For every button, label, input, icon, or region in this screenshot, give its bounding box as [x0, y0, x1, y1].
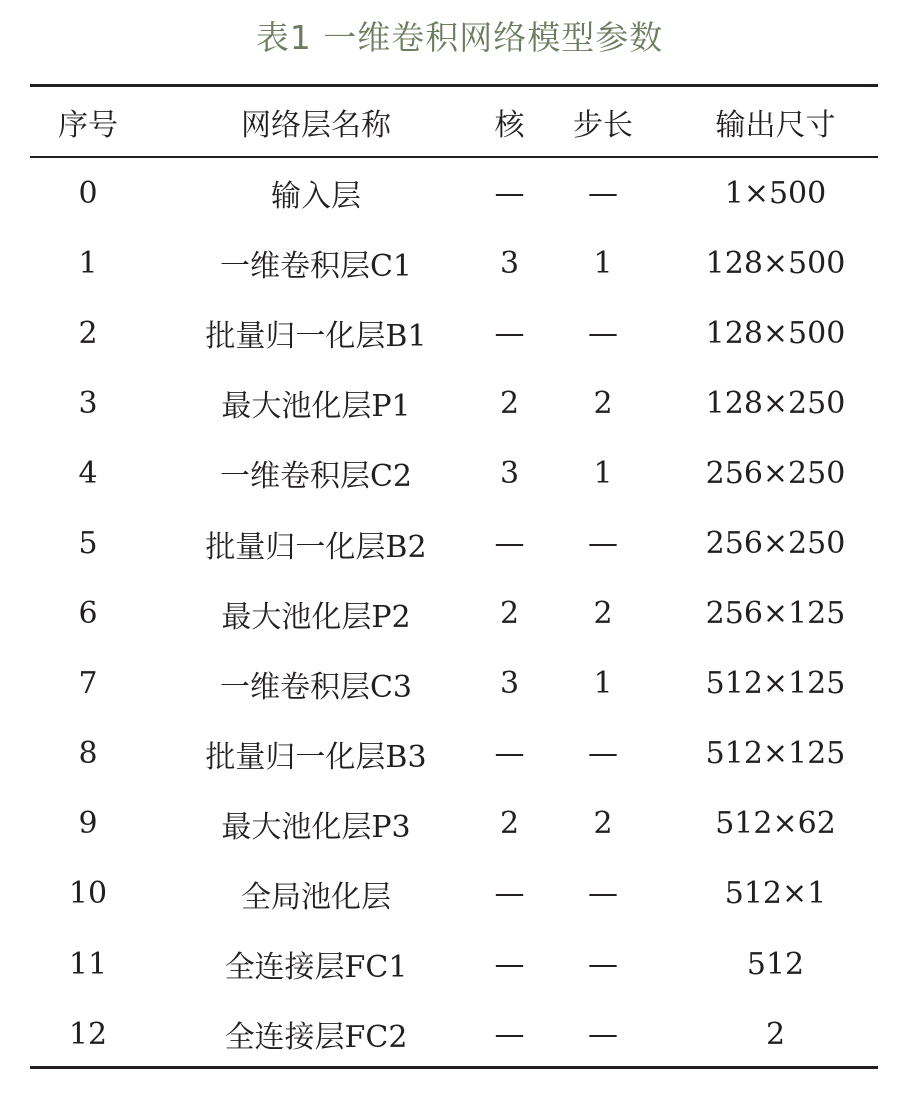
table-row [30, 298, 878, 368]
cell-stride: — [588, 315, 618, 351]
cell-kernel: 2 [499, 385, 520, 421]
cell-index: 3 [78, 385, 98, 421]
cell-stride: 1 [593, 666, 613, 702]
cell-kernel: 3 [499, 455, 520, 491]
cell-kernel: — [494, 876, 525, 912]
cell-stride: — [588, 736, 618, 772]
header-layer-name: 网络层名称 [241, 107, 391, 143]
cell-output-size: 512×1 [724, 876, 827, 912]
table-row [30, 999, 878, 1069]
cell-layer-name: 最大池化层P1 [221, 389, 411, 425]
cell-layer-name: 批量归一化层B3 [205, 739, 427, 775]
cell-stride: — [588, 876, 618, 912]
cell-layer-name: 全连接层FC2 [224, 1020, 408, 1056]
table-caption: 表1 一维卷积网络模型参数 [255, 18, 664, 57]
cell-output-size: 512×125 [705, 666, 846, 702]
cell-stride: 2 [593, 596, 613, 632]
cell-kernel: — [494, 1016, 525, 1052]
cell-stride: 2 [593, 806, 613, 842]
cell-output-size: 256×250 [705, 526, 846, 562]
header-kernel: 核 [494, 107, 525, 143]
cell-output-size: 512×125 [705, 736, 846, 772]
cell-index: 10 [68, 876, 108, 912]
cell-stride: 2 [593, 385, 613, 421]
cell-stride: — [588, 946, 618, 982]
cell-output-size: 128×500 [705, 245, 846, 281]
cell-layer-name: 一维卷积层C3 [219, 669, 413, 705]
cell-index: 9 [78, 806, 98, 842]
table-row [30, 719, 878, 789]
table-row [30, 929, 878, 999]
cell-index: 2 [78, 315, 98, 351]
cell-stride: 1 [593, 455, 613, 491]
table-header-row [30, 87, 878, 157]
cell-stride: — [588, 1016, 618, 1052]
cell-index: 7 [78, 666, 98, 702]
cell-output-size: 512×62 [715, 806, 836, 842]
cell-output-size: 1×500 [724, 175, 827, 211]
cell-output-size: 128×500 [705, 315, 846, 351]
cell-stride: — [588, 526, 618, 562]
header-index: 序号 [58, 107, 118, 143]
cell-index: 4 [78, 455, 98, 491]
table-row [30, 859, 878, 929]
cell-layer-name: 全局池化层 [241, 879, 391, 915]
cell-layer-name: 一维卷积层C2 [219, 459, 413, 495]
header-output-size: 输出尺寸 [715, 107, 836, 143]
cell-kernel: 3 [499, 666, 520, 702]
cell-index: 1 [78, 245, 98, 281]
table-body [30, 157, 878, 1069]
network-parameters-table [30, 87, 878, 1069]
cell-kernel: 3 [499, 245, 520, 281]
cell-stride: — [588, 175, 618, 211]
cell-output-size: 256×125 [705, 596, 846, 632]
cell-index: 8 [78, 736, 98, 772]
header-stride: 步长 [573, 107, 633, 143]
cell-layer-name: 输入层 [271, 179, 361, 215]
cell-output-size: 256×250 [705, 455, 846, 491]
table-row [30, 157, 878, 228]
cell-index: 6 [78, 596, 98, 632]
cell-kernel: — [494, 736, 525, 772]
cell-index: 11 [68, 946, 108, 982]
cell-output-size: 2 [765, 1016, 786, 1052]
cell-layer-name: 最大池化层P2 [221, 599, 411, 635]
cell-layer-name: 全连接层FC1 [224, 950, 408, 986]
table-row [30, 649, 878, 719]
cell-layer-name: 最大池化层P3 [221, 809, 411, 845]
table-row [30, 228, 878, 298]
cell-kernel: 2 [499, 806, 520, 842]
cell-kernel: — [494, 175, 525, 211]
table-row [30, 368, 878, 438]
table-row [30, 438, 878, 508]
cell-output-size: 512 [746, 946, 805, 982]
cell-kernel: 2 [499, 596, 520, 632]
cell-stride: 1 [593, 245, 613, 281]
cell-kernel: — [494, 526, 525, 562]
cell-index: 0 [78, 175, 98, 211]
cell-layer-name: 一维卷积层C1 [219, 249, 413, 285]
cell-layer-name: 批量归一化层B2 [205, 529, 427, 565]
cell-kernel: — [494, 315, 525, 351]
table-row [30, 508, 878, 578]
cell-layer-name: 批量归一化层B1 [205, 319, 427, 355]
table-row [30, 789, 878, 859]
cell-index: 12 [68, 1016, 108, 1052]
cell-index: 5 [78, 526, 98, 562]
table-row [30, 579, 878, 649]
cell-output-size: 128×250 [705, 385, 846, 421]
cell-kernel: — [494, 946, 525, 982]
